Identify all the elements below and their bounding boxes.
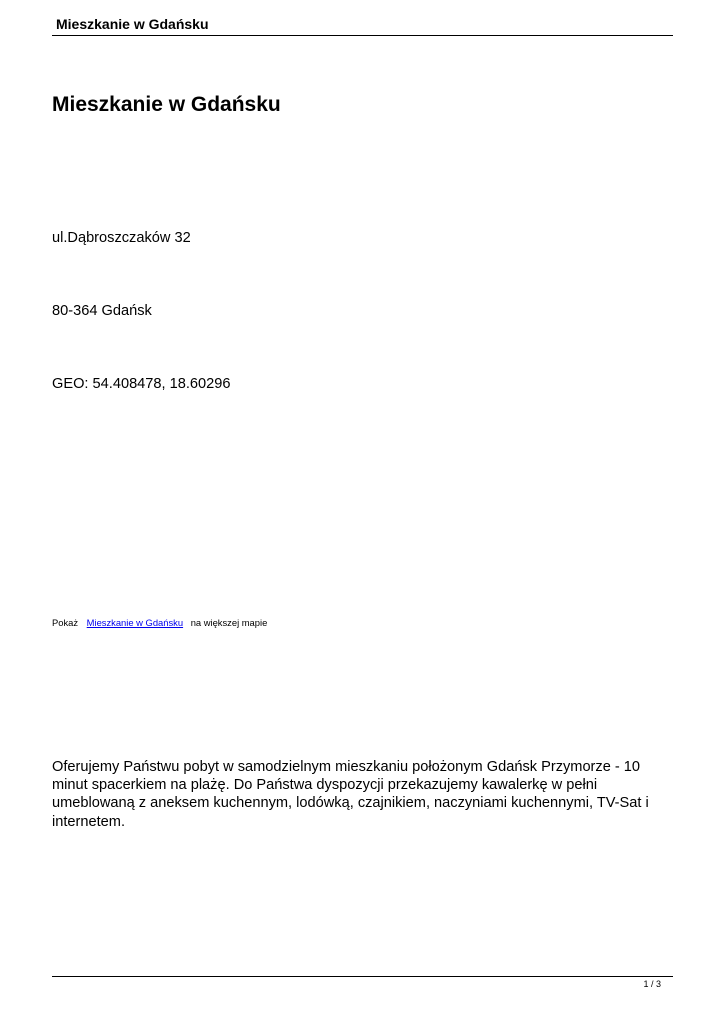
map-caption-prefix: Pokaż <box>52 617 79 628</box>
description-paragraph: Oferujemy Państwu pobyt w samodzielnym mieszkaniu położonym Gdańsk Przymorze - 10 minut spacerkiem na plażę. Do Państwa dyspozycji przekazujemy kawalerkę w pełni umeblowaną z aneksem kuchennym, lodówką, czajnikiem, naczyniami kuchennymi, TV-Sat i internetem. <box>52 759 649 830</box>
map-link[interactable]: Mieszkanie w Gdańsku <box>86 617 184 628</box>
map-caption-suffix: na większej mapie <box>190 617 268 628</box>
address-city: 80-364 Gdańsk <box>52 303 152 319</box>
footer-divider <box>52 976 673 977</box>
address-geo-coordinates: GEO: 54.408478, 18.60296 <box>52 376 231 392</box>
address-street: ul.Dąbroszczaków 32 <box>52 230 191 246</box>
map-caption <box>52 617 267 629</box>
header-divider <box>52 35 673 36</box>
page-number: 1 / 3 <box>643 979 661 989</box>
running-header-title: Mieszkanie w Gdańsku <box>56 16 209 32</box>
page-title: Mieszkanie w Gdańsku <box>52 93 281 116</box>
